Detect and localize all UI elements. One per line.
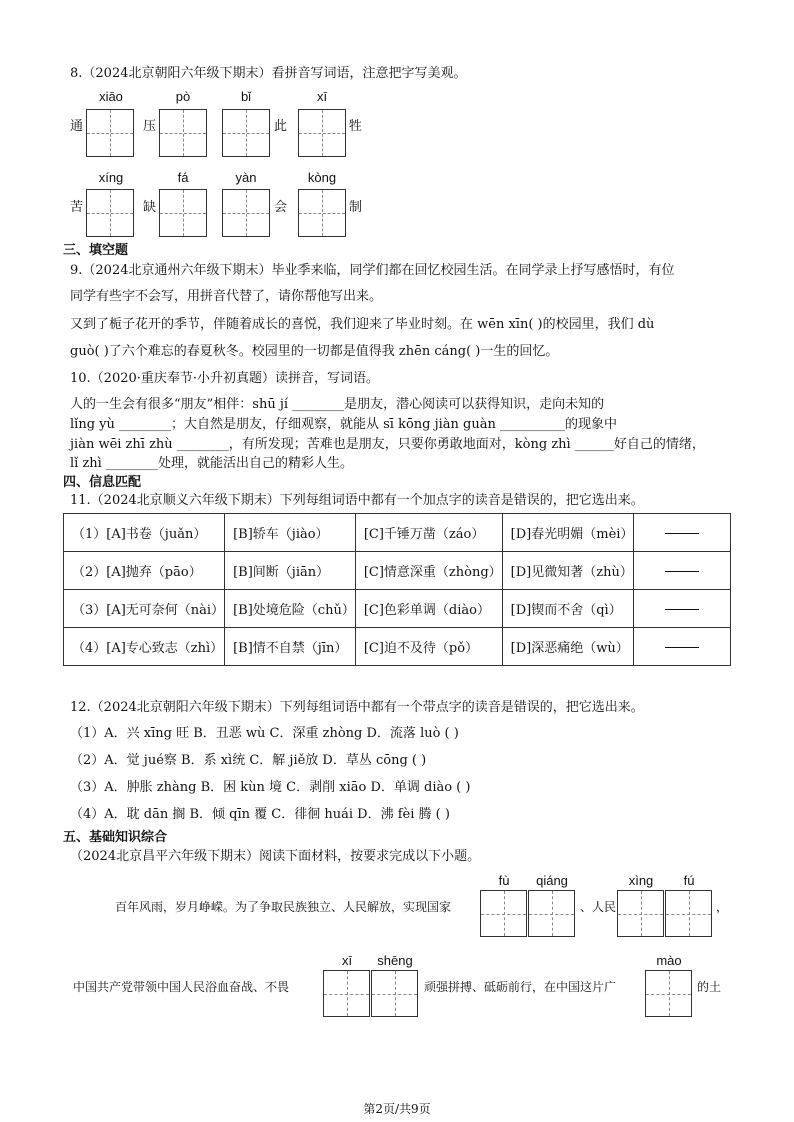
q10-title: 10.（2020·重庆奉节·小升初真题）读拼音，写词语。 (70, 371, 380, 386)
q9-line3: 又到了栀子花开的季节，伴随着成长的喜悦，我们迎来了毕业时刻。在 wēn xīn( )的校园里，我们 dù (70, 317, 655, 332)
table-cell: （3）[A]无可奈何（nài） (64, 590, 225, 628)
material-text: ， (716, 900, 729, 914)
q12-option-line: （1）A．兴 xīng 旺 B．丑恶 wù C．深重 zhòng D．流落 luò ( ) (70, 726, 459, 741)
q11-title: 11.（2024北京顺义六年级下期末）下列每组词语中都有一个加点字的读音是错误的，把它选出来。 (70, 493, 644, 508)
writing-grid[interactable] (528, 890, 575, 937)
writing-grid[interactable] (159, 109, 207, 157)
page-number: 第2页/共9页 (363, 1102, 431, 1116)
q10-line3: jiàn wēi zhī zhù ________，有所发现；苦难也是朋友，只要你勇敢地面对，kòng zhì ______好自己的情绪， (70, 437, 705, 452)
material-text: 顽强拼搏、砥砺前行，在中国这片广 (424, 980, 617, 994)
answer-cell[interactable] (634, 628, 731, 666)
char-prefix: 苦 (70, 200, 84, 215)
table-cell: [B]间断（jiān） (225, 552, 356, 590)
table-row (64, 628, 731, 666)
char-suffix: 会 (274, 200, 288, 215)
q10-line1: 人的一生会有很多“朋友”相伴：shū jí ________是朋友，潜心阅读可以获得知识，走向未知的 (70, 397, 605, 412)
table-cell: [D]深恶痛绝（wù） (502, 628, 634, 666)
q9-line1: 9.（2024北京通州六年级下期末）毕业季来临，同学们都在回忆校园生活。在同学录上抒写感悟时，有位 (70, 263, 675, 278)
q11-table (63, 513, 731, 666)
pinyin: mào (656, 953, 682, 968)
pinyin: fù (498, 873, 510, 888)
table-cell: [C]迫不及待（pǒ） (355, 628, 502, 666)
writing-grid[interactable] (222, 109, 270, 157)
q12-option-line: （3）A．肿胀 zhàng B．困 kùn 境 C．剥削 xiāo D．单调 diào ( ) (70, 780, 471, 795)
pinyin: xī (316, 89, 328, 104)
q10-line4: lǐ zhì ________处理，就能活出自己的精彩人生。 (70, 456, 353, 471)
answer-cell[interactable] (634, 514, 731, 552)
q9-line4: guò( )了六个难忘的春夏秋冬。校园里的一切都是值得我 zhēn cáng( )一生的回忆。 (70, 344, 559, 359)
pinyin: yàn (235, 170, 257, 185)
char-suffix: 牲 (349, 119, 363, 134)
table-cell: [B]处境危险（chǔ） (225, 590, 356, 628)
material-text: 、人民 (580, 900, 617, 914)
writing-grid[interactable] (298, 189, 346, 237)
pinyin: fú (683, 873, 695, 888)
table-cell: [D]锲而不舍（qì） (502, 590, 634, 628)
answer-cell[interactable] (634, 552, 731, 590)
table-cell: [B]情不自禁（jīn） (225, 628, 356, 666)
q9-line2: 同学有些字不会写，用拼音代替了，请你帮他写出来。 (70, 289, 383, 304)
table-cell: [C]色彩单调（diào） (355, 590, 502, 628)
writing-grid[interactable] (86, 109, 134, 157)
material-text: 百年风雨，岁月峥嵘。为了争取民族独立、人民解放，实现国家 (115, 900, 452, 914)
q10-line2: lǐng yù ________；大自然是朋友，仔细观察，就能从 sī kōng jiàn guàn __________的现象中 (70, 417, 618, 432)
table-cell: [D]春光明媚（mèi） (502, 514, 634, 552)
writing-grid[interactable] (480, 890, 527, 937)
pinyin: xī (341, 953, 353, 968)
char-suffix: 此 (274, 119, 288, 134)
q12-title: 12.（2024北京朝阳六年级下期末）下列每组词语中都有一个带点字的读音是错误的，把它选出来。 (70, 700, 644, 715)
writing-grid[interactable] (665, 890, 712, 937)
section-heading: 四、信息匹配 (63, 475, 142, 490)
section-heading: 五、基础知识综合 (63, 830, 168, 845)
table-cell: （4）[A]专心致志（zhì） (64, 628, 225, 666)
pinyin: xíng (98, 170, 124, 185)
q13-intro: （2024北京昌平六年级下期末）阅读下面材料，按要求完成以下小题。 (70, 849, 481, 864)
table-cell: （1）[A]书卷（juǎn） (64, 514, 225, 552)
writing-grid[interactable] (86, 189, 134, 237)
pinyin: bǐ (240, 89, 252, 104)
writing-grid[interactable] (617, 890, 664, 937)
char-prefix: 压 (143, 119, 157, 134)
pinyin: xiāo (99, 89, 123, 104)
material-text: 中国共产党带领中国人民浴血奋战、不畏 (73, 980, 290, 994)
char-prefix: 缺 (143, 200, 157, 215)
table-cell: （2）[A]抛弃（pāo） (64, 552, 225, 590)
writing-grid[interactable] (323, 970, 370, 1017)
table-cell: [C]千锤万凿（záo） (355, 514, 502, 552)
pinyin: xìng (628, 873, 654, 888)
table-row (64, 514, 731, 552)
q8-title: 8.（2024北京朝阳六年级下期末）看拼音写词语，注意把字写美观。 (70, 66, 467, 81)
section-heading: 三、填空题 (63, 243, 129, 258)
char-suffix: 制 (349, 200, 363, 215)
pinyin: pò (175, 89, 191, 104)
table-cell: [D]见微知著（zhù） (502, 552, 634, 590)
writing-grid[interactable] (371, 970, 418, 1017)
pinyin: fá (177, 170, 189, 185)
answer-cell[interactable] (634, 590, 731, 628)
writing-grid[interactable] (645, 970, 692, 1017)
material-text: 的土 (697, 980, 722, 994)
q12-option-line: （4）A．耽 dān 搁 B．倾 qīn 覆 C．徘徊 huái D．沸 fèi 腾 ( ) (70, 807, 450, 822)
writing-grid[interactable] (298, 109, 346, 157)
q12-option-line: （2）A．觉 jué察 B．系 xì统 C．解 jiě放 D．草丛 cōng ( ) (70, 753, 427, 768)
char-prefix: 通 (70, 119, 84, 134)
pinyin: kòng (307, 170, 337, 185)
table-cell: [B]轿车（jiào） (225, 514, 356, 552)
table-row (64, 590, 731, 628)
writing-grid[interactable] (222, 189, 270, 237)
table-cell: [C]情意深重（zhòng） (355, 552, 502, 590)
writing-grid[interactable] (159, 189, 207, 237)
pinyin: qiáng (536, 873, 568, 888)
table-row (64, 552, 731, 590)
pinyin: shēng (377, 953, 413, 968)
